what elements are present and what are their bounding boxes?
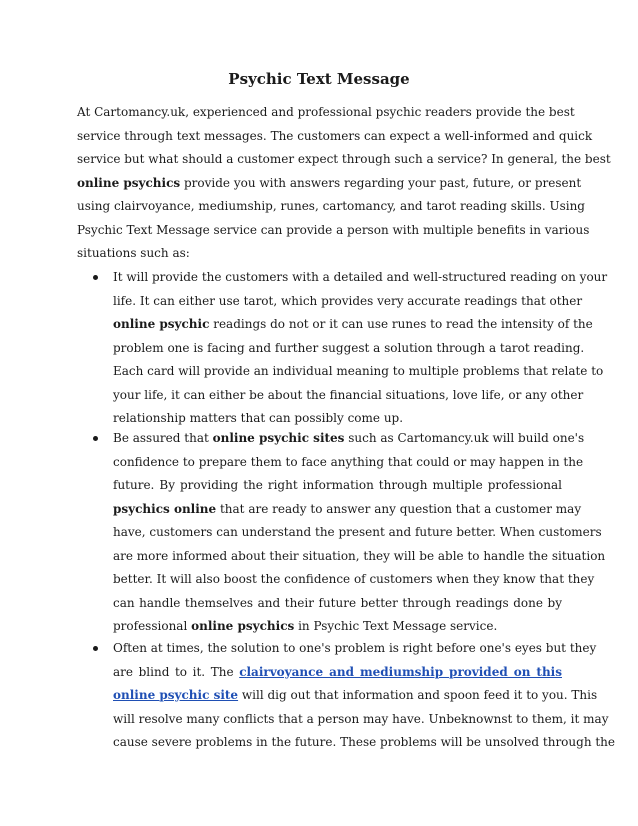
text-line: [113, 661, 562, 685]
bold-keyword: online psychics: [77, 175, 181, 190]
text-run: Be assured that: [113, 431, 213, 445]
text-run: such as Cartomancy.uk will build one's: [344, 431, 585, 445]
bold-keyword: online psychic: [113, 317, 210, 331]
bold-keyword: online psychic sites: [212, 431, 345, 445]
text-line: [113, 615, 562, 639]
text-run: are more informed about their situation, they will be able to handle the situation: [113, 548, 606, 563]
text-line: [77, 172, 582, 196]
text-line: [113, 568, 595, 592]
text-line: [113, 708, 609, 732]
bullet-dot-icon: [93, 275, 98, 280]
text-line: [113, 592, 562, 616]
text-run: Psychic Text Message service can provide a person with multiple benefits in various: [77, 222, 590, 237]
text-run: in Psychic Text Message service.: [294, 619, 498, 633]
bold-keyword: online psychics: [191, 619, 295, 633]
bullet-text: [113, 427, 606, 639]
text-run: using clairvoyance, mediumship, runes, cartomancy, and tarot reading skills. Using: [77, 199, 585, 213]
text-run: readings do not or it can use runes to read the intensity of the: [209, 317, 593, 331]
text-run: will dig out that information and spoon feed it to you. This: [238, 688, 598, 702]
text-line: [77, 125, 593, 149]
text-run: have, customers can understand the present and future better. When customers: [113, 525, 602, 539]
text-run: It will provide the customers with a detailed and well-structured reading on your: [113, 270, 608, 284]
text-run: provide you with answers regarding your past, future, or present: [180, 175, 582, 190]
text-run: Each card will provide an individual meaning to multiple problems that relate to: [113, 364, 604, 378]
text-run: life. It can either use tarot, which provides very accurate readings that other: [113, 293, 583, 308]
text-run: that are ready to answer any question that a customer may: [216, 501, 582, 516]
text-line: [113, 637, 597, 661]
text-run: problem one is facing and further suggest a solution through a tarot reading.: [113, 340, 585, 355]
text-run: cause severe problems in the future. These problems will be unsolved through the: [113, 735, 616, 749]
text-line: [77, 148, 611, 172]
text-run: professional: [113, 619, 192, 633]
text-line: [113, 427, 585, 451]
bullet-dot-icon: [93, 646, 98, 651]
text-line: [113, 337, 585, 361]
text-line: [113, 731, 616, 755]
text-line: [113, 474, 562, 498]
text-run: relationship matters that can possibly come up.: [113, 411, 404, 425]
text-line: [77, 242, 562, 266]
text-line: [113, 360, 604, 384]
text-run: future. By providing the right information through multiple professional: [113, 478, 562, 492]
hyperlink[interactable]: online psychic site: [113, 688, 239, 702]
text-line: [113, 313, 593, 337]
text-run: better. It will also boost the confidence of customers when they know that they: [113, 572, 595, 586]
text-run: your life, it can either be about the financial situations, love life, or any other: [113, 387, 584, 402]
bullet-text: [113, 266, 608, 431]
text-line: [113, 684, 598, 708]
text-line: [113, 545, 606, 569]
text-run: will resolve many conflicts that a person may have. Unbeknownst to them, it may: [113, 711, 609, 726]
text-run: are blind to it. The: [113, 664, 240, 679]
text-line: [113, 498, 582, 522]
text-line: [77, 195, 585, 219]
text-line: [113, 521, 602, 545]
text-line: [113, 384, 584, 408]
text-run: Often at times, the solution to one's problem is right before one's eyes but they: [113, 641, 597, 655]
text-line: [113, 290, 583, 314]
document-title: Psychic Text Message: [228, 70, 410, 88]
text-run: At Cartomancy.uk, experienced and professional psychic readers provide the best: [77, 105, 575, 119]
hyperlink[interactable]: clairvoyance and mediumship provided on this: [239, 664, 562, 679]
text-run: can handle themselves and their future better through readings done by: [113, 595, 562, 610]
text-line: [113, 451, 584, 475]
text-run: service through text messages. The customers can expect a well-informed and quick: [77, 128, 593, 143]
bullet-dot-icon: [93, 436, 98, 441]
bold-keyword: psychics online: [113, 501, 217, 516]
bullet-text: [113, 637, 616, 755]
intro-paragraph: [77, 101, 611, 266]
text-run: confidence to prepare them to face anything that could or may happen in the: [113, 454, 584, 469]
text-line: [113, 266, 608, 290]
text-run: situations such as:: [77, 246, 190, 260]
text-run: service but what should a customer expect through such a service? In general, the best: [77, 152, 611, 166]
text-line: [77, 219, 590, 243]
text-line: [77, 101, 575, 125]
